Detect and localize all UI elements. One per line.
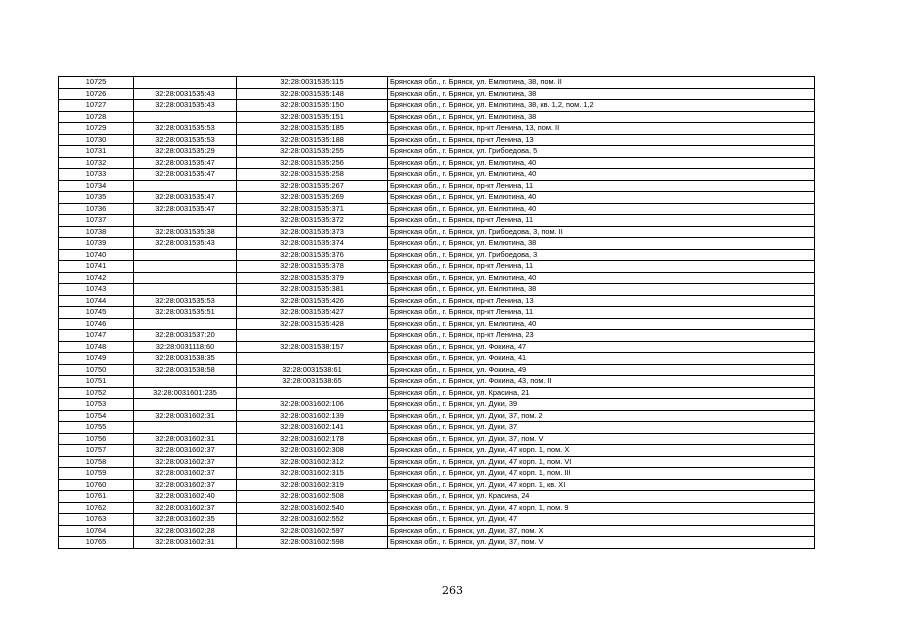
table-row (59, 111, 815, 123)
row-number-cell: 10741 (59, 261, 134, 273)
row-number-cell: 10733 (59, 169, 134, 181)
address-cell: Брянская обл., г. Брянск, ул. Емлютина, 38, кв. 1,2, пом. 1,2 (388, 100, 815, 112)
object-cadastral-number-cell: 32:28:0031602:141 (237, 422, 388, 434)
object-cadastral-number-cell (237, 353, 388, 365)
table-row (59, 169, 815, 181)
address-cell: Брянская обл., г. Брянск, пр-кт Ленина, 11 (388, 307, 815, 319)
row-number-cell: 10749 (59, 353, 134, 365)
address-cell: Брянская обл., г. Брянск, ул. Емлютина, 38 (388, 238, 815, 250)
table-row (59, 203, 815, 215)
row-number-cell: 10740 (59, 249, 134, 261)
parcel-cadastral-number-cell (134, 318, 237, 330)
table-row (59, 77, 815, 89)
registry-table-body (59, 77, 815, 549)
parcel-cadastral-number-cell: 32:28:0031535:43 (134, 238, 237, 250)
row-number-cell: 10748 (59, 341, 134, 353)
address-cell: Брянская обл., г. Брянск, ул. Емлютина, 40 (388, 192, 815, 204)
object-cadastral-number-cell: 32:28:0031535:427 (237, 307, 388, 319)
parcel-cadastral-number-cell: 32:28:0031118:60 (134, 341, 237, 353)
row-number-cell: 10752 (59, 387, 134, 399)
parcel-cadastral-number-cell: 32:28:0031601:235 (134, 387, 237, 399)
parcel-cadastral-number-cell: 32:28:0031535:47 (134, 169, 237, 181)
address-cell: Брянская обл., г. Брянск, ул. Фокина, 49 (388, 364, 815, 376)
table-row (59, 215, 815, 227)
table-row (59, 410, 815, 422)
row-number-cell: 10761 (59, 491, 134, 503)
object-cadastral-number-cell: 32:28:0031535:185 (237, 123, 388, 135)
address-cell: Брянская обл., г. Брянск, ул. Дуки, 37, пом. 2 (388, 410, 815, 422)
row-number-cell: 10753 (59, 399, 134, 411)
table-row (59, 100, 815, 112)
table-row (59, 249, 815, 261)
parcel-cadastral-number-cell: 32:28:0031602:31 (134, 537, 237, 549)
address-cell: Брянская обл., г. Брянск, ул. Емлютина, 40 (388, 203, 815, 215)
address-cell: Брянская обл., г. Брянск, ул. Красина, 24 (388, 491, 815, 503)
address-cell: Брянская обл., г. Брянск, ул. Дуки, 47 (388, 514, 815, 526)
address-cell: Брянская обл., г. Брянск, пр-кт Ленина, 13 (388, 295, 815, 307)
parcel-cadastral-number-cell (134, 249, 237, 261)
object-cadastral-number-cell: 32:28:0031602:139 (237, 410, 388, 422)
object-cadastral-number-cell: 32:28:0031535:373 (237, 226, 388, 238)
object-cadastral-number-cell: 32:28:0031602:508 (237, 491, 388, 503)
parcel-cadastral-number-cell: 32:28:0031602:37 (134, 468, 237, 480)
address-cell: Брянская обл., г. Брянск, ул. Фокина, 41 (388, 353, 815, 365)
parcel-cadastral-number-cell: 32:28:0031535:47 (134, 157, 237, 169)
table-row (59, 468, 815, 480)
table-row (59, 238, 815, 250)
object-cadastral-number-cell: 32:28:0031535:372 (237, 215, 388, 227)
row-number-cell: 10754 (59, 410, 134, 422)
object-cadastral-number-cell: 32:28:0031602:319 (237, 479, 388, 491)
row-number-cell: 10746 (59, 318, 134, 330)
table-row (59, 376, 815, 388)
object-cadastral-number-cell: 32:28:0031535:378 (237, 261, 388, 273)
parcel-cadastral-number-cell (134, 111, 237, 123)
page-number: 263 (442, 584, 463, 597)
row-number-cell: 10763 (59, 514, 134, 526)
table-row (59, 422, 815, 434)
parcel-cadastral-number-cell: 32:28:0031602:40 (134, 491, 237, 503)
address-cell: Брянская обл., г. Брянск, ул. Дуки, 47 корп. 1, кв. XI (388, 479, 815, 491)
table-row (59, 88, 815, 100)
table-row (59, 134, 815, 146)
object-cadastral-number-cell (237, 387, 388, 399)
parcel-cadastral-number-cell (134, 422, 237, 434)
object-cadastral-number-cell: 32:28:0031535:148 (237, 88, 388, 100)
row-number-cell: 10745 (59, 307, 134, 319)
parcel-cadastral-number-cell: 32:28:0031602:31 (134, 433, 237, 445)
address-cell: Брянская обл., г. Брянск, ул. Дуки, 37, пом. V (388, 537, 815, 549)
object-cadastral-number-cell: 32:28:0031535:258 (237, 169, 388, 181)
address-cell: Брянская обл., г. Брянск, ул. Фокина, 47 (388, 341, 815, 353)
table-row (59, 226, 815, 238)
parcel-cadastral-number-cell: 32:28:0031602:37 (134, 502, 237, 514)
table-row (59, 295, 815, 307)
row-number-cell: 10743 (59, 284, 134, 296)
row-number-cell: 10742 (59, 272, 134, 284)
row-number-cell: 10750 (59, 364, 134, 376)
object-cadastral-number-cell: 32:28:0031602:106 (237, 399, 388, 411)
row-number-cell: 10732 (59, 157, 134, 169)
parcel-cadastral-number-cell: 32:28:0031535:47 (134, 203, 237, 215)
address-cell: Брянская обл., г. Брянск, ул. Грибоедова, 5 (388, 146, 815, 158)
address-cell: Брянская обл., г. Брянск, пр-кт Ленина, 11 (388, 215, 815, 227)
row-number-cell: 10739 (59, 238, 134, 250)
row-number-cell: 10757 (59, 445, 134, 457)
address-cell: Брянская обл., г. Брянск, ул. Грибоедова, 3, пом. II (388, 226, 815, 238)
row-number-cell: 10755 (59, 422, 134, 434)
table-row (59, 525, 815, 537)
object-cadastral-number-cell: 32:28:0031602:308 (237, 445, 388, 457)
address-cell: Брянская обл., г. Брянск, ул. Емлютина, 38 (388, 111, 815, 123)
address-cell: Брянская обл., г. Брянск, ул. Красина, 21 (388, 387, 815, 399)
table-row (59, 445, 815, 457)
parcel-cadastral-number-cell: 32:28:0031535:47 (134, 192, 237, 204)
parcel-cadastral-number-cell (134, 284, 237, 296)
object-cadastral-number-cell: 32:28:0031602:552 (237, 514, 388, 526)
table-row (59, 123, 815, 135)
parcel-cadastral-number-cell (134, 399, 237, 411)
row-number-cell: 10760 (59, 479, 134, 491)
object-cadastral-number-cell: 32:28:0031602:598 (237, 537, 388, 549)
parcel-cadastral-number-cell: 32:28:0031535:51 (134, 307, 237, 319)
address-cell: Брянская обл., г. Брянск, ул. Дуки, 47 корп. 1, пом. III (388, 468, 815, 480)
table-row (59, 341, 815, 353)
address-cell: Брянская обл., г. Брянск, ул. Дуки, 47 корп. 1, пом. 9 (388, 502, 815, 514)
table-row (59, 399, 815, 411)
object-cadastral-number-cell: 32:28:0031535:374 (237, 238, 388, 250)
row-number-cell: 10758 (59, 456, 134, 468)
table-row (59, 330, 815, 342)
table-row (59, 491, 815, 503)
parcel-cadastral-number-cell: 32:28:0031537:20 (134, 330, 237, 342)
row-number-cell: 10747 (59, 330, 134, 342)
table-row (59, 272, 815, 284)
object-cadastral-number-cell: 32:28:0031535:379 (237, 272, 388, 284)
address-cell: Брянская обл., г. Брянск, ул. Дуки, 37, пом. V (388, 433, 815, 445)
table-row (59, 261, 815, 273)
parcel-cadastral-number-cell: 32:28:0031538:58 (134, 364, 237, 376)
row-number-cell: 10738 (59, 226, 134, 238)
parcel-cadastral-number-cell: 32:28:0031535:53 (134, 134, 237, 146)
parcel-cadastral-number-cell: 32:28:0031535:53 (134, 123, 237, 135)
table-row (59, 514, 815, 526)
row-number-cell: 10762 (59, 502, 134, 514)
table-row (59, 502, 815, 514)
table-row (59, 456, 815, 468)
table-row (59, 192, 815, 204)
address-cell: Брянская обл., г. Брянск, ул. Емлютина, 40 (388, 157, 815, 169)
parcel-cadastral-number-cell: 32:28:0031602:35 (134, 514, 237, 526)
address-cell: Брянская обл., г. Брянск, пр-кт Ленина, 11 (388, 261, 815, 273)
table-row (59, 180, 815, 192)
table-row (59, 479, 815, 491)
object-cadastral-number-cell: 32:28:0031602:540 (237, 502, 388, 514)
object-cadastral-number-cell: 32:28:0031535:371 (237, 203, 388, 215)
object-cadastral-number-cell: 32:28:0031602:315 (237, 468, 388, 480)
table-row (59, 537, 815, 549)
row-number-cell: 10725 (59, 77, 134, 89)
parcel-cadastral-number-cell: 32:28:0031602:37 (134, 445, 237, 457)
object-cadastral-number-cell: 32:28:0031535:115 (237, 77, 388, 89)
table-row (59, 318, 815, 330)
row-number-cell: 10765 (59, 537, 134, 549)
row-number-cell: 10744 (59, 295, 134, 307)
parcel-cadastral-number-cell: 32:28:0031535:43 (134, 100, 237, 112)
row-number-cell: 10756 (59, 433, 134, 445)
object-cadastral-number-cell: 32:28:0031602:597 (237, 525, 388, 537)
parcel-cadastral-number-cell (134, 215, 237, 227)
address-cell: Брянская обл., г. Брянск, ул. Емлютина, 38 (388, 284, 815, 296)
table-row (59, 307, 815, 319)
row-number-cell: 10727 (59, 100, 134, 112)
object-cadastral-number-cell: 32:28:0031535:255 (237, 146, 388, 158)
row-number-cell: 10735 (59, 192, 134, 204)
address-cell: Брянская обл., г. Брянск, пр-кт Ленина, 13, пом. II (388, 123, 815, 135)
address-cell: Брянская обл., г. Брянск, ул. Емлютина, 40 (388, 272, 815, 284)
object-cadastral-number-cell: 32:28:0031535:188 (237, 134, 388, 146)
address-cell: Брянская обл., г. Брянск, ул. Грибоедова, 3 (388, 249, 815, 261)
address-cell: Брянская обл., г. Брянск, пр-кт Ленина, 13 (388, 134, 815, 146)
parcel-cadastral-number-cell: 32:28:0031535:29 (134, 146, 237, 158)
object-cadastral-number-cell: 32:28:0031535:269 (237, 192, 388, 204)
parcel-cadastral-number-cell: 32:28:0031538:35 (134, 353, 237, 365)
address-cell: Брянская обл., г. Брянск, ул. Емлютина, 38, пом. II (388, 77, 815, 89)
table-row (59, 433, 815, 445)
object-cadastral-number-cell (237, 330, 388, 342)
object-cadastral-number-cell: 32:28:0031602:178 (237, 433, 388, 445)
table-row (59, 364, 815, 376)
parcel-cadastral-number-cell: 32:28:0031535:43 (134, 88, 237, 100)
table-row (59, 353, 815, 365)
object-cadastral-number-cell: 32:28:0031538:65 (237, 376, 388, 388)
parcel-cadastral-number-cell: 32:28:0031535:38 (134, 226, 237, 238)
object-cadastral-number-cell: 32:28:0031538:61 (237, 364, 388, 376)
row-number-cell: 10728 (59, 111, 134, 123)
address-cell: Брянская обл., г. Брянск, пр-кт Ленина, 23 (388, 330, 815, 342)
parcel-cadastral-number-cell (134, 77, 237, 89)
object-cadastral-number-cell: 32:28:0031535:256 (237, 157, 388, 169)
object-cadastral-number-cell: 32:28:0031535:150 (237, 100, 388, 112)
row-number-cell: 10734 (59, 180, 134, 192)
row-number-cell: 10736 (59, 203, 134, 215)
object-cadastral-number-cell: 32:28:0031535:267 (237, 180, 388, 192)
table-row (59, 146, 815, 158)
object-cadastral-number-cell: 32:28:0031535:428 (237, 318, 388, 330)
parcel-cadastral-number-cell: 32:28:0031602:37 (134, 479, 237, 491)
parcel-cadastral-number-cell: 32:28:0031602:37 (134, 456, 237, 468)
object-cadastral-number-cell: 32:28:0031535:376 (237, 249, 388, 261)
row-number-cell: 10764 (59, 525, 134, 537)
parcel-cadastral-number-cell (134, 376, 237, 388)
parcel-cadastral-number-cell (134, 261, 237, 273)
object-cadastral-number-cell: 32:28:0031535:151 (237, 111, 388, 123)
address-cell: Брянская обл., г. Брянск, ул. Емлютина, 38 (388, 88, 815, 100)
registry-table (58, 76, 815, 549)
row-number-cell: 10729 (59, 123, 134, 135)
parcel-cadastral-number-cell (134, 180, 237, 192)
address-cell: Брянская обл., г. Брянск, ул. Дуки, 37 (388, 422, 815, 434)
parcel-cadastral-number-cell: 32:28:0031602:31 (134, 410, 237, 422)
address-cell: Брянская обл., г. Брянск, ул. Дуки, 39 (388, 399, 815, 411)
row-number-cell: 10751 (59, 376, 134, 388)
address-cell: Брянская обл., г. Брянск, ул. Дуки, 47 корп. 1, пом. X (388, 445, 815, 457)
object-cadastral-number-cell: 32:28:0031602:312 (237, 456, 388, 468)
row-number-cell: 10730 (59, 134, 134, 146)
address-cell: Брянская обл., г. Брянск, ул. Фокина, 43, пом. II (388, 376, 815, 388)
table-row (59, 387, 815, 399)
address-cell: Брянская обл., г. Брянск, ул. Дуки, 37, пом. X (388, 525, 815, 537)
table-row (59, 157, 815, 169)
address-cell: Брянская обл., г. Брянск, пр-кт Ленина, 11 (388, 180, 815, 192)
row-number-cell: 10737 (59, 215, 134, 227)
row-number-cell: 10726 (59, 88, 134, 100)
parcel-cadastral-number-cell: 32:28:0031535:53 (134, 295, 237, 307)
address-cell: Брянская обл., г. Брянск, ул. Дуки, 47 корп. 1, пом. VI (388, 456, 815, 468)
parcel-cadastral-number-cell: 32:28:0031602:28 (134, 525, 237, 537)
object-cadastral-number-cell: 32:28:0031538:157 (237, 341, 388, 353)
parcel-cadastral-number-cell (134, 272, 237, 284)
row-number-cell: 10731 (59, 146, 134, 158)
object-cadastral-number-cell: 32:28:0031535:381 (237, 284, 388, 296)
object-cadastral-number-cell: 32:28:0031535:426 (237, 295, 388, 307)
address-cell: Брянская обл., г. Брянск, ул. Емлютина, 40 (388, 318, 815, 330)
table-row (59, 284, 815, 296)
address-cell: Брянская обл., г. Брянск, ул. Емлютина, 40 (388, 169, 815, 181)
row-number-cell: 10759 (59, 468, 134, 480)
